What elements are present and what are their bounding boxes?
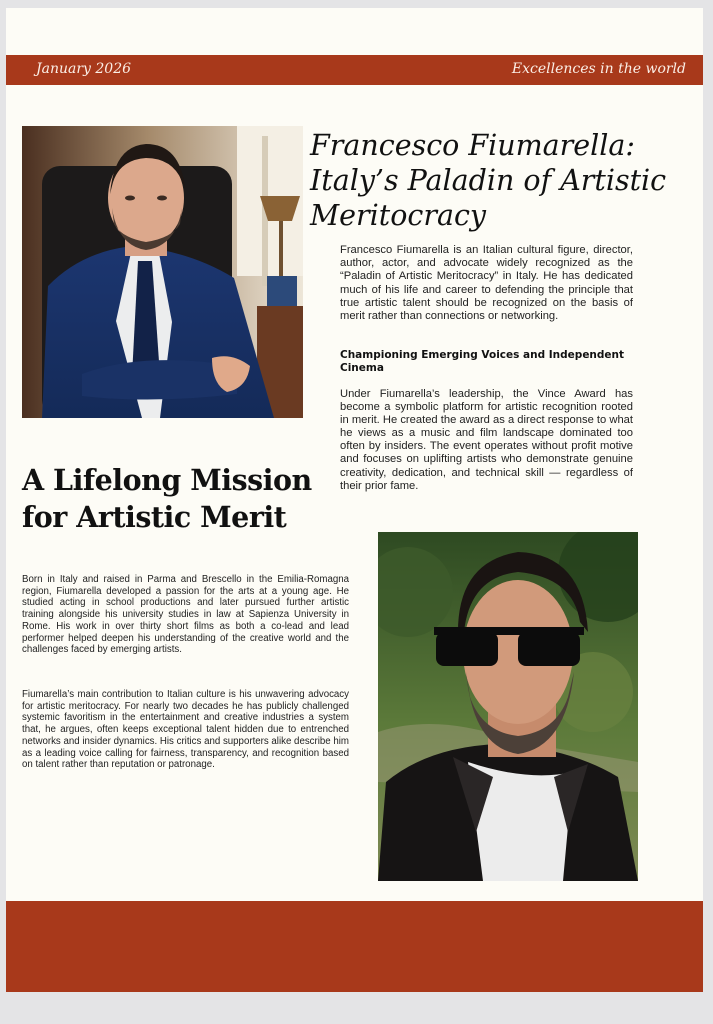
contribution-paragraph: Fiumarella’s main contribution to Italian culture is his unwavering advocacy for artistic meritocracy. For nearly two decades he has publicly challenged systemic favoritism in the entertainment and creative industries a system that, he argues, often keeps exceptional talent hidden due to entrenched networks and insider dynamics. His critics and supporters alike describe him as a leading voice calling for fairness, transparency, and recognition based on talent rather than reputation or patronage.: [22, 689, 349, 771]
header-band: [6, 55, 703, 85]
issue-date: January 2026: [36, 61, 132, 77]
vince-award-paragraph: Under Fiumarella’s leadership, the Vince Award has become a symbolic platform for artistic recognition rooted in merit. He created the award as a direct response to what he views as a music and film landscape dominated too often by insiders. The event operates without profit motive and focuses on uplifting artists who demonstrate genuine creativity, dedication, and technical skill — regardless of their prior fame.: [340, 388, 633, 492]
section-subheading: Championing Emerging Voices and Independent Cinema: [340, 349, 625, 374]
article-title: Francesco Fiumarella: Italy’s Paladin of Artistic Meritocracy: [310, 129, 667, 232]
intro-paragraph: Francesco Fiumarella is an Italian cultural figure, director, author, actor, and advocate widely recognized as the “Paladin of Artistic Meritocracy” in Italy. He has dedicated much of his life and career to defending the principle that true artistic talent should be recognized on the basis of merit rather than connections or networking.: [340, 244, 633, 323]
portrait-sunglasses-photo: [378, 532, 638, 881]
magazine-page: [6, 8, 703, 992]
mission-heading: A Lifelong Mission for Artistic Merit: [22, 463, 312, 534]
background-paragraph: Born in Italy and raised in Parma and Brescello in the Emilia-Romagna region, Fiumarella developed a passion for the arts at a young age. He studied acting in school productions and later pursued further artistic training alongside his university studies in law at Sapienza University in Rome. His work in over thirty short films as both a co-lead and lead performer helped deepen his understanding of the creative world and the challenges faced by emerging artists.: [22, 574, 349, 656]
section-title: Excellences in the world: [511, 61, 686, 77]
portrait-office-photo: [22, 126, 303, 418]
footer-band: [6, 901, 703, 992]
